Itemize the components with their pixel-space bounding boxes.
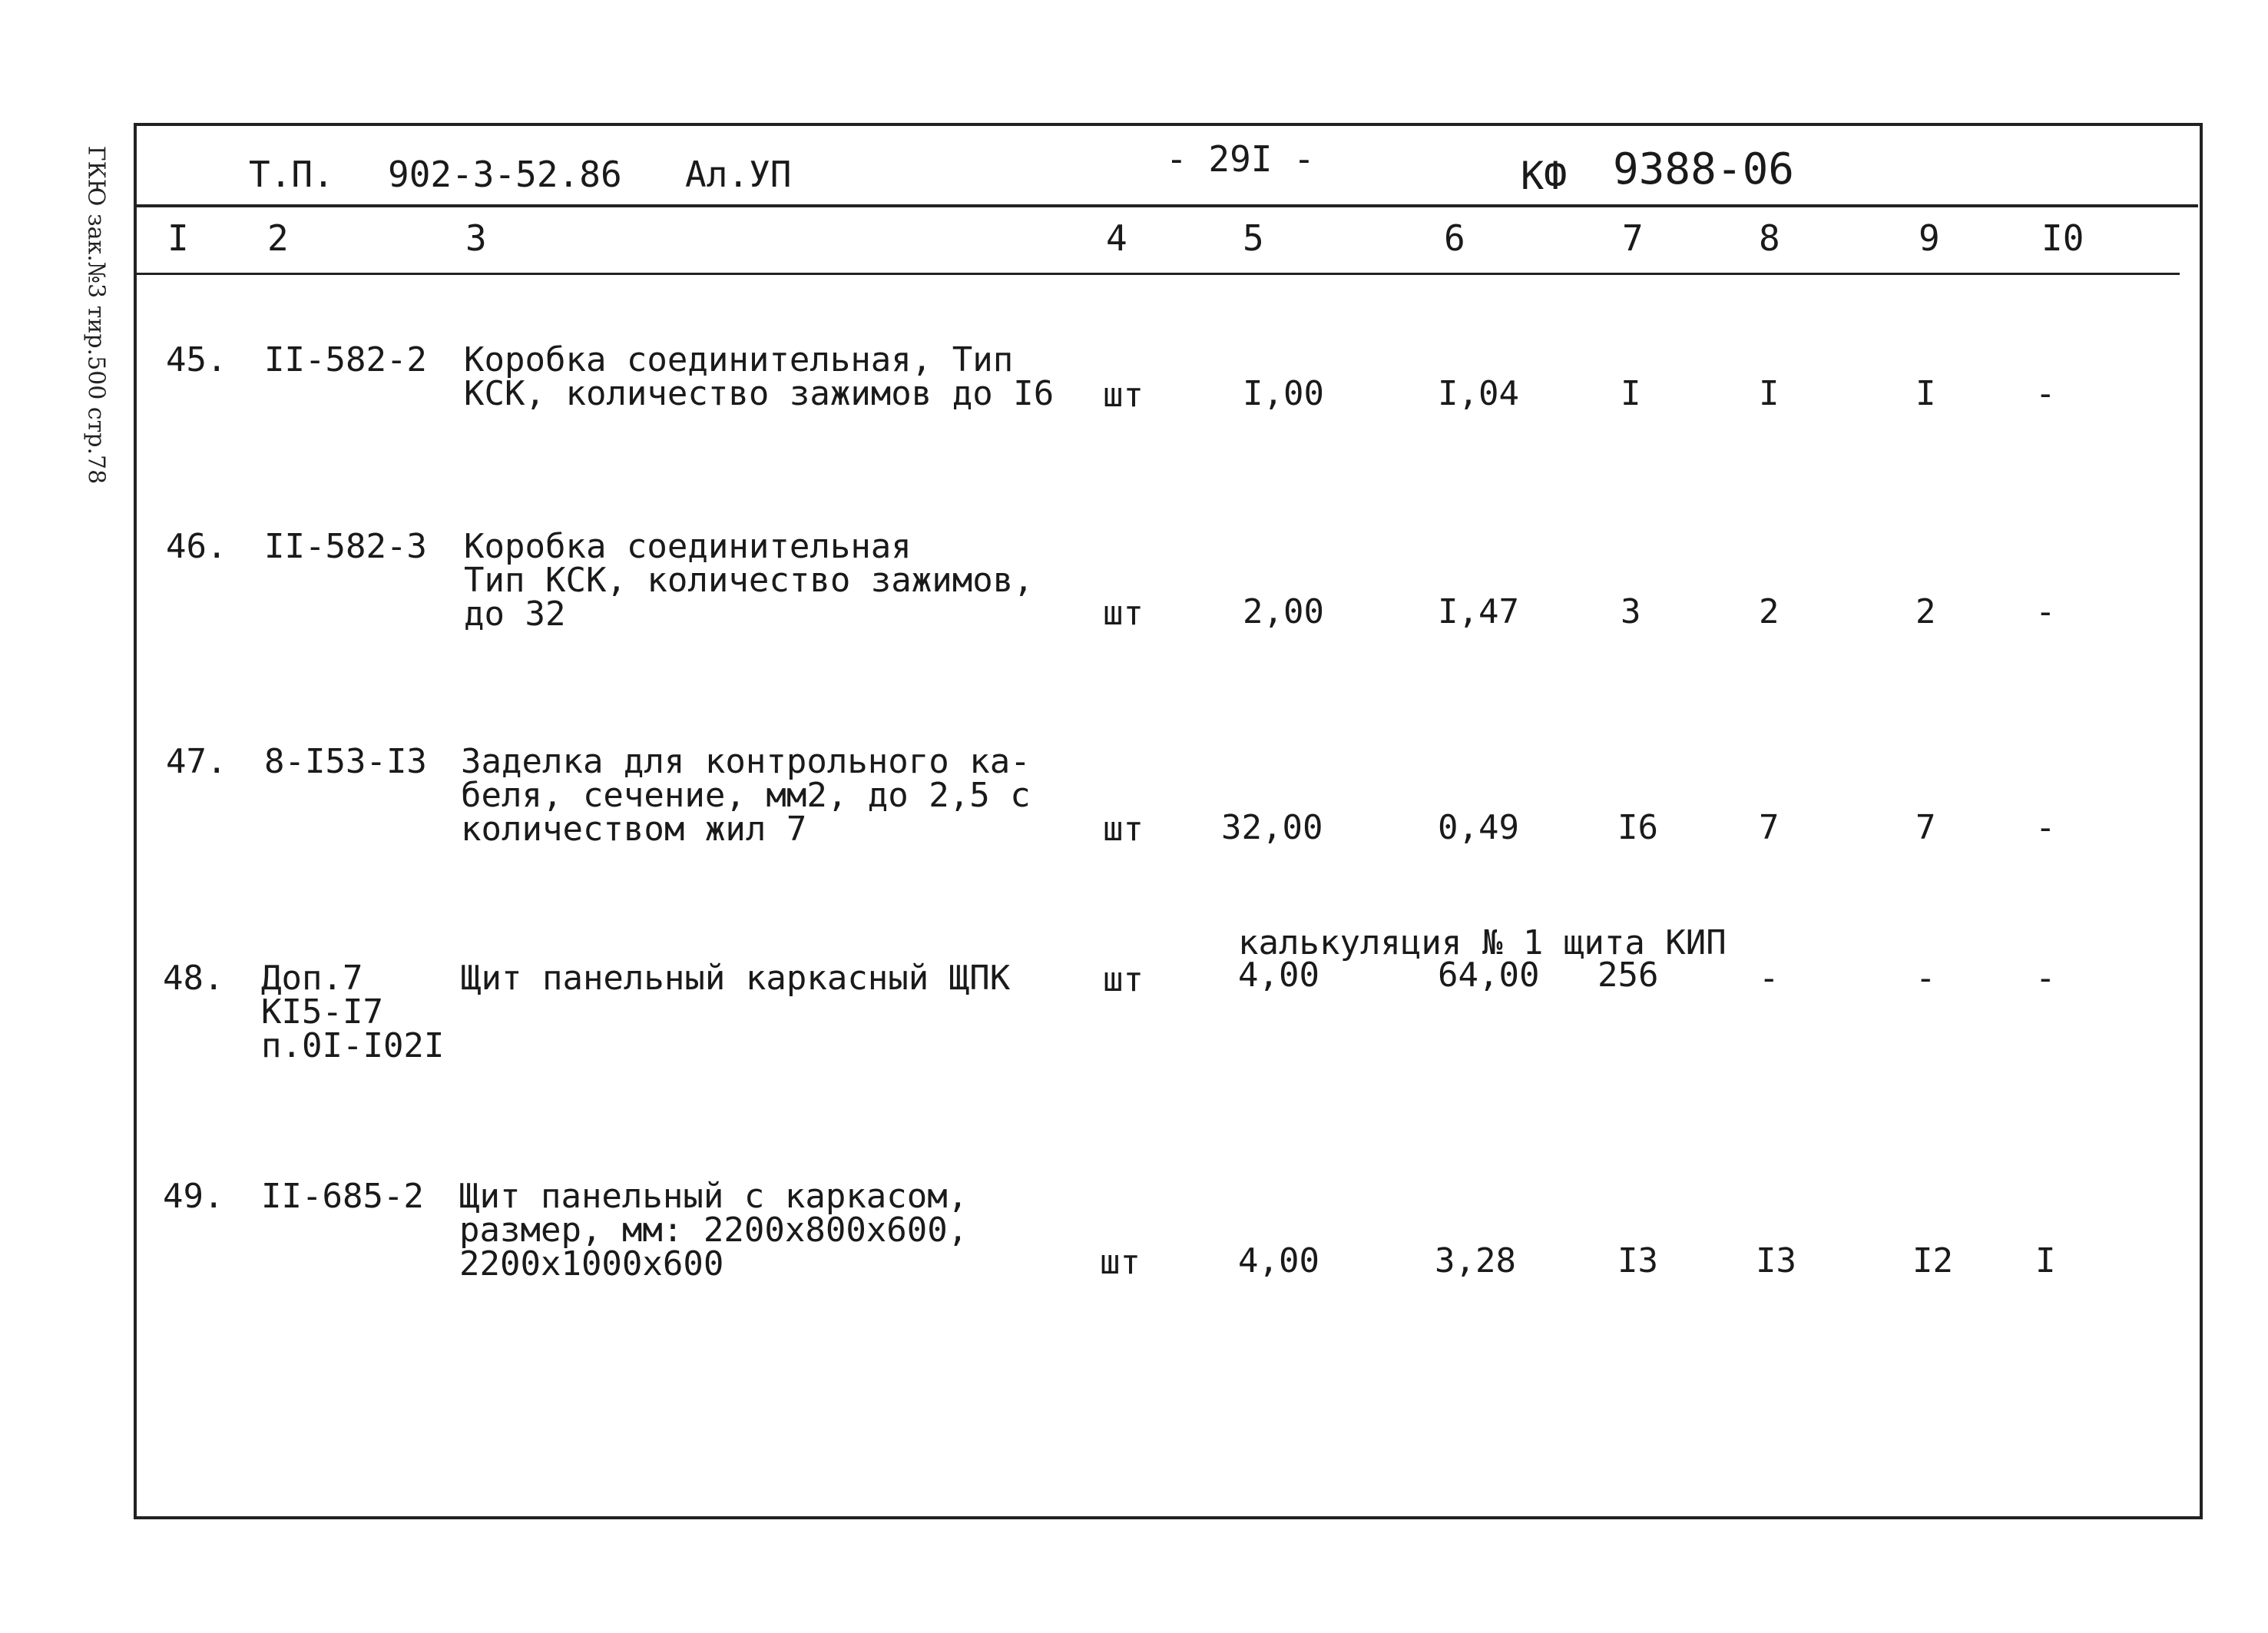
- row-code: [264, 340, 427, 379]
- column-number-4: 4: [1106, 217, 1127, 259]
- col9-value: 7: [1915, 808, 1936, 847]
- project-code: 902-3-52.86: [388, 154, 622, 195]
- column-number-3: 3: [465, 217, 487, 259]
- code-line: 8-I53-I3: [264, 742, 427, 781]
- col6-value: I,04: [1438, 374, 1519, 413]
- kf-label: КФ: [1521, 154, 1568, 198]
- tp-label: Т.П.: [249, 154, 334, 195]
- row-number: 48.: [163, 959, 224, 998]
- code-line: II-582-2: [264, 340, 427, 379]
- col10-value: -: [2035, 592, 2056, 631]
- col8-value: 7: [1759, 808, 1780, 847]
- margin-stamp: [54, 134, 138, 495]
- unit: шт: [1103, 960, 1144, 999]
- row-number: 45.: [166, 340, 227, 379]
- unit: шт: [1103, 376, 1144, 415]
- description-line: беля, сечение, мм2, до 2,5 с: [461, 776, 1031, 815]
- col10-value: -: [2035, 808, 2056, 847]
- column-number-2: 2: [267, 217, 289, 259]
- row-number: 46.: [166, 527, 227, 566]
- description-line: Заделка для контрольного ка-: [461, 742, 1031, 781]
- header-divider: [135, 204, 2198, 207]
- code-line: II-685-2: [261, 1177, 424, 1216]
- description-line: Коробка соединительная: [464, 527, 912, 566]
- col7-value: I3: [1617, 1241, 1658, 1280]
- column-number-10: I0: [2041, 217, 2084, 259]
- col6-value: I,47: [1438, 592, 1519, 631]
- row-description: [464, 340, 1055, 413]
- row-code: [261, 959, 445, 1065]
- col6-value: 0,49: [1438, 808, 1519, 847]
- row-code: [261, 1177, 424, 1216]
- unit: шт: [1100, 1243, 1141, 1282]
- col6-value: 3,28: [1435, 1241, 1516, 1280]
- row-code: [264, 742, 427, 781]
- description-line: КСК, количество зажимов до I6: [464, 374, 1055, 413]
- description-line: Коробка соединительная, Тип: [464, 340, 1014, 379]
- row-code: [264, 527, 427, 566]
- description-line: Тип КСК, количество зажимов,: [464, 561, 1034, 600]
- col5-value: 4,00: [1238, 956, 1319, 995]
- code-line: II-582-3: [264, 527, 427, 566]
- page-number: - 29I -: [1166, 138, 1315, 180]
- col9-value: I: [1915, 374, 1936, 413]
- description-line: размер, мм: 2200х800х600,: [459, 1211, 968, 1250]
- col8-value: -: [1759, 959, 1780, 998]
- row-number: 47.: [166, 742, 227, 781]
- row-number: 49.: [163, 1177, 224, 1216]
- col8-value: I: [1759, 374, 1780, 413]
- col6-value: 64,00: [1438, 956, 1540, 995]
- col9-value: -: [1915, 959, 1936, 998]
- col10-value: -: [2035, 374, 2056, 413]
- description-line: Щит панельный с каркасом,: [459, 1177, 968, 1216]
- column-number-1: I: [167, 217, 189, 259]
- col8-value: I3: [1756, 1241, 1796, 1280]
- column-number-5: 5: [1243, 217, 1264, 259]
- calculation-note: калькуляция № 1 щита КИП: [1238, 923, 1727, 962]
- album-label: Ал.УП: [685, 154, 792, 195]
- col7-value: I6: [1617, 808, 1658, 847]
- description-line: до 32: [464, 595, 566, 634]
- description-line: количеством жил 7: [461, 810, 807, 849]
- column-number-8: 8: [1759, 217, 1780, 259]
- row-description: [461, 959, 1011, 998]
- col7-value: 256: [1598, 956, 1659, 995]
- col7-value: 3: [1621, 592, 1641, 631]
- row-description: [464, 527, 1034, 634]
- col5-value: 4,00: [1238, 1241, 1319, 1280]
- description-line: Щит панельный каркасный ЩПК: [461, 959, 1011, 998]
- column-number-7: 7: [1622, 217, 1644, 259]
- kf-number: 9388-06: [1613, 144, 1795, 194]
- col10-value: I: [2035, 1241, 2056, 1280]
- row-description: [459, 1177, 968, 1284]
- unit: шт: [1103, 594, 1144, 633]
- row-description: [461, 742, 1031, 849]
- col10-value: -: [2035, 959, 2056, 998]
- code-line: КI5-I7: [261, 992, 383, 1032]
- code-line: п.0I-I02I: [261, 1026, 445, 1065]
- margin-stamp-text: ГКЮ зак.№3 тир.500 стр.78: [82, 145, 110, 485]
- col8-value: 2: [1759, 592, 1780, 631]
- unit: шт: [1103, 810, 1144, 849]
- column-number-9: 9: [1919, 217, 1940, 259]
- column-number-6: 6: [1444, 217, 1465, 259]
- col5-value: 2,00: [1243, 592, 1324, 631]
- code-line: Доп.7: [261, 959, 363, 998]
- col5-value: I,00: [1243, 374, 1324, 413]
- document-frame: [134, 123, 2203, 1519]
- column-header-divider: [137, 273, 2180, 275]
- description-line: 2200х1000х600: [459, 1244, 724, 1284]
- col9-value: 2: [1915, 592, 1936, 631]
- col9-value: I2: [1912, 1241, 1953, 1280]
- col5-value: 32,00: [1221, 808, 1323, 847]
- col7-value: I: [1621, 374, 1641, 413]
